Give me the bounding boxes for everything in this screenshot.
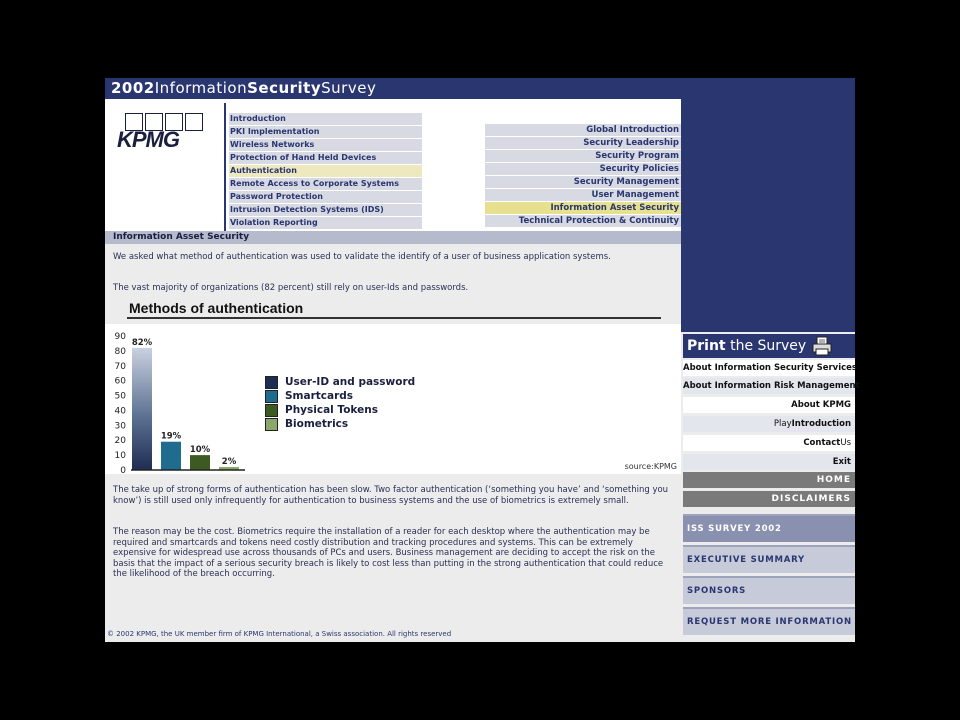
legend-item-physical-tokens: [265, 403, 415, 417]
link-about-iss[interactable]: About Information Security Services: [683, 360, 855, 376]
link-play-introduction[interactable]: [683, 416, 855, 432]
chart-source: source:KPMG: [624, 462, 677, 471]
legend-item-smartcards: [265, 389, 415, 403]
section-user-management[interactable]: User Management: [485, 189, 681, 201]
y-tick-label: 20: [114, 436, 126, 447]
legend-item-biometrics: [265, 417, 415, 431]
topic-password-protection[interactable]: Password Protection: [229, 191, 422, 203]
topic-introduction[interactable]: Introduction: [229, 113, 422, 125]
legend-label: Biometrics: [285, 418, 349, 430]
printer-icon: [811, 336, 833, 356]
nav-executive-summary[interactable]: EXECUTIVE SUMMARY: [683, 545, 855, 573]
bar-value-label: 2%: [221, 457, 237, 468]
page-title: Information Asset Security: [113, 232, 250, 242]
right-decor-panel: [681, 99, 855, 332]
link-about-kpmg[interactable]: About KPMG: [683, 397, 855, 413]
banner-word-information: Information: [154, 79, 248, 97]
y-tick-label: 10: [114, 451, 126, 462]
nav-sponsors[interactable]: SPONSORS: [683, 576, 855, 604]
legend-item-userid: [265, 375, 415, 389]
legend-label: Physical Tokens: [285, 404, 378, 416]
topic-intrusion-detection[interactable]: Intrusion Detection Systems (IDS): [229, 204, 422, 216]
link-exit[interactable]: Exit: [683, 454, 855, 470]
nav-request-more-information[interactable]: REQUEST MORE INFORMATION: [683, 607, 855, 635]
section-global-introduction[interactable]: Global Introduction: [485, 124, 681, 136]
nav-iss-survey-2002[interactable]: ISS SURVEY 2002: [683, 514, 855, 542]
topic-violation-reporting[interactable]: Violation Reporting: [229, 217, 422, 229]
bar-value-label: 19%: [160, 431, 182, 442]
legend-swatch: [265, 404, 278, 417]
y-tick-label: 80: [114, 346, 126, 357]
section-security-leadership[interactable]: Security Leadership: [485, 137, 681, 149]
page-title-bar: [105, 231, 681, 244]
print-label-bold: Print: [687, 338, 726, 354]
intro-paragraph: We asked what method of authentication was used to validate the identify of a user of business application systems.: [113, 252, 611, 262]
y-tick-label: 30: [114, 421, 126, 432]
topic-remote-access[interactable]: Remote Access to Corporate Systems: [229, 178, 422, 190]
chart-title: Methods of authentication: [129, 300, 304, 316]
link-play-text: Play: [773, 419, 792, 429]
bar-value-label: 82%: [131, 337, 153, 348]
bar-physical-tokens: [190, 455, 210, 470]
legend-swatch: [265, 418, 278, 431]
majority-paragraph: The vast majority of organizations (82 percent) still rely on user-Ids and passwords.: [113, 283, 469, 293]
strong-auth-paragraph: The take up of strong forms of authentication has been slow. Two factor authentication (‘something you have’ and ‘something you know’) is still used only infrequently for authentication to business systems and the use of biometrics is extremely small.: [113, 485, 669, 506]
section-security-management[interactable]: Security Management: [485, 176, 681, 188]
banner-year: 2002: [111, 79, 155, 97]
y-tick-label: 60: [114, 376, 126, 387]
y-tick-label: 40: [114, 406, 126, 417]
cost-paragraph: The reason may be the cost. Biometrics require the installation of a reader for each desktop where the authentication may be required and smartcards and tokens need costly distribution and tracking procedures and systems. This can be extremely expensive for widespread use across thousands of PCs and users. Business management are deciding to accept the risk on the basis that the impact of a serious security breach is likely to cost less than putting in the strong authentication that could reduce the likelihood of the breach occurring.: [113, 527, 664, 579]
disclaimers-button[interactable]: DISCLAIMERS: [683, 491, 855, 507]
y-tick-label: 70: [114, 361, 126, 372]
home-button[interactable]: HOME: [683, 472, 855, 488]
link-about-irm[interactable]: About Information Risk Management: [683, 378, 855, 394]
bar-smartcards: [161, 442, 181, 470]
y-tick-label: 90: [114, 332, 126, 342]
banner-word-survey: Survey: [321, 79, 377, 97]
link-contact-bold: Contact: [803, 438, 841, 448]
kpmg-logo-text: KPMG: [117, 127, 179, 152]
topic-authentication[interactable]: Authentication: [229, 165, 422, 177]
section-information-asset-security[interactable]: Information Asset Security: [485, 202, 681, 214]
section-security-policies[interactable]: Security Policies: [485, 163, 681, 175]
y-tick-label: 50: [114, 391, 126, 402]
bar-user-id-and-password: [132, 348, 152, 470]
section-technical-protection[interactable]: Technical Protection & Continuity: [485, 215, 681, 227]
legend-label: User-ID and password: [285, 376, 416, 388]
header-area: [105, 99, 681, 231]
divider-line: [224, 103, 226, 231]
banner-word-security: Security: [247, 79, 322, 97]
legend-swatch: [265, 376, 278, 389]
legend-label: Smartcards: [285, 390, 354, 402]
survey-banner: [105, 78, 855, 99]
link-contact-us[interactable]: [683, 435, 855, 451]
topic-hand-held-devices[interactable]: Protection of Hand Held Devices: [229, 152, 422, 164]
topic-wireless-networks[interactable]: Wireless Networks: [229, 139, 422, 151]
print-label-rest: the Survey: [725, 338, 807, 354]
chart-legend: [265, 375, 415, 431]
y-tick-label: 0: [120, 466, 126, 474]
section-security-program[interactable]: Security Program: [485, 150, 681, 162]
topic-pki-implementation[interactable]: PKI Implementation: [229, 126, 422, 138]
print-survey-button[interactable]: [683, 334, 855, 358]
survey-page: [105, 78, 860, 642]
link-contact-text: Us: [840, 438, 851, 448]
legend-swatch: [265, 390, 278, 403]
copyright-footer: © 2002 KPMG, the UK member firm of KPMG International, a Swiss association. All rights reserved: [107, 630, 452, 638]
kpmg-logo[interactable]: [117, 113, 197, 153]
chart-area: [105, 324, 681, 474]
link-play-bold: Introduction: [791, 419, 851, 429]
bar-value-label: 10%: [189, 445, 211, 456]
chart-title-rule: [127, 317, 661, 319]
